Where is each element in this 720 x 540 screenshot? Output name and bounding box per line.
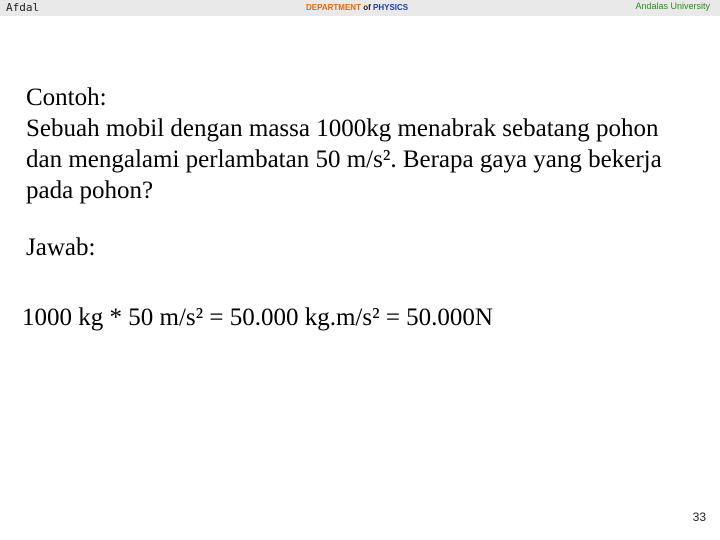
department-word: DEPARTMENT [306,3,361,12]
answer-equation: 1000 kg * 50 m/s² = 50.000 kg.m/s² = 50.000N [22,304,493,331]
university-name: Andalas University [635,1,710,11]
author-name: Afdal [6,1,40,14]
slide-header [0,0,720,16]
slide-body [26,82,696,263]
page-number: 33 [692,510,706,524]
department-of: of [363,3,371,12]
example-heading: Contoh: [26,84,107,111]
department-physics: PHYSICS [373,3,409,12]
example-question: Sebuah mobil dengan massa 1000kg menabrak sebatang pohon dan mengalami perlambatan 50 m/s². Berapa gaya yang bekerja pada pohon? [26,115,662,204]
answer-label: Jawab: [26,234,96,261]
department-label [306,3,408,12]
